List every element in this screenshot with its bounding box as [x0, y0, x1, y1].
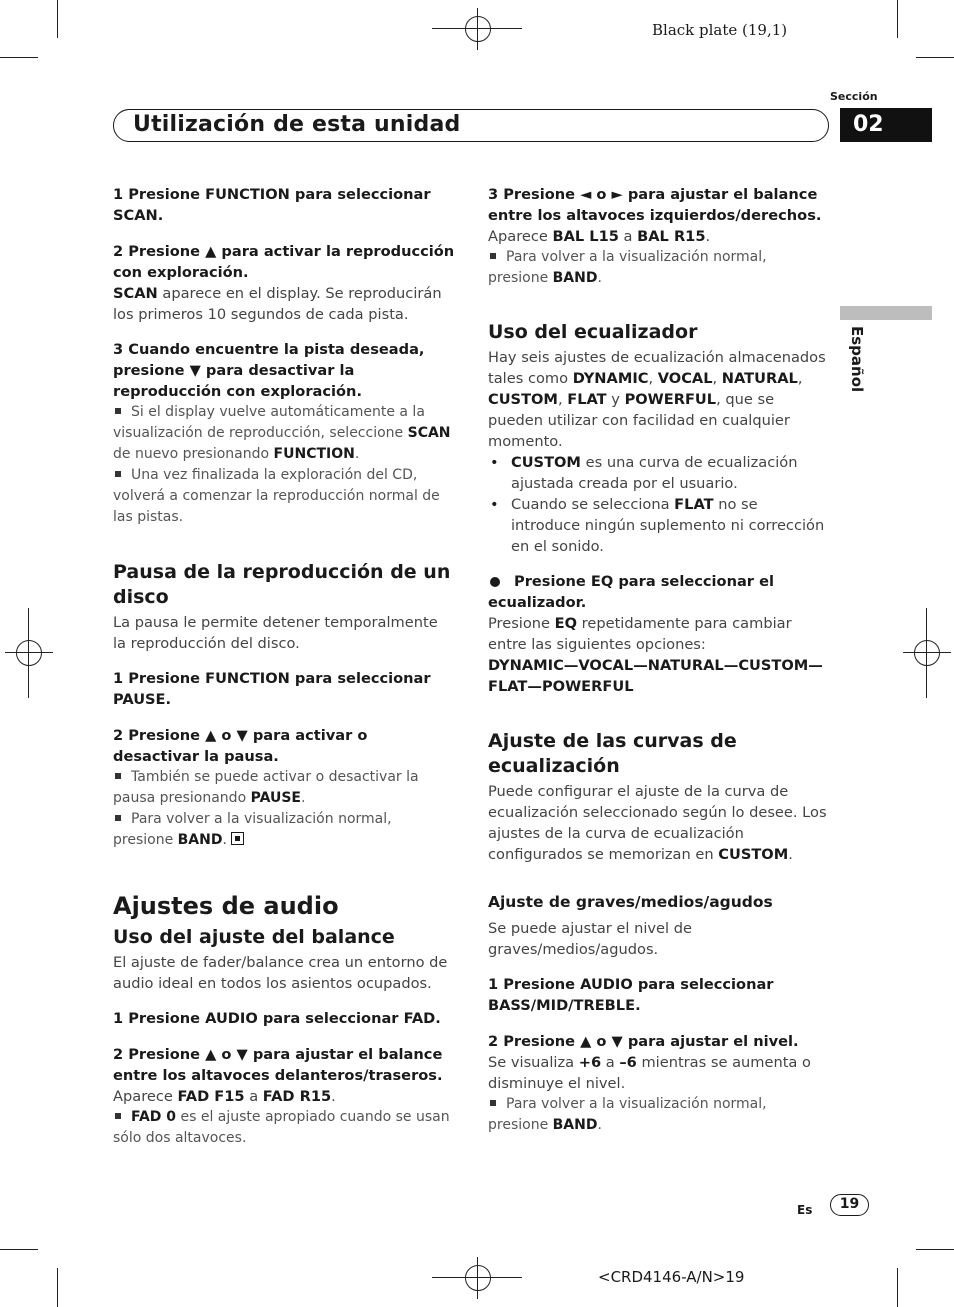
balance-intro: El ajuste de fader/balance crea un entorno de audio ideal en todos los asientos ocupados.: [113, 954, 448, 992]
crop-mark: [0, 1249, 38, 1250]
pause-step-2: 2 Presione ▲ o ▼ para activar o desactivar la pausa.: [113, 727, 368, 765]
footer-code: <CRD4146-A/N>19: [598, 1268, 745, 1286]
registration-mark: [16, 640, 42, 666]
right-column: [488, 184, 830, 1136]
scan-note-2: Una vez finalizada la exploración del CD, volverá a comenzar la reproducción normal de las pistas.: [113, 467, 440, 525]
scan-note-1: Si el display vuelve automáticamente a la visualización de reproducción, seleccione SCAN de nuevo presionando FUNCTION.: [113, 404, 451, 462]
registration-mark: [914, 640, 940, 666]
page-number: 19: [830, 1194, 869, 1216]
section-number: 02: [840, 108, 932, 142]
eq-sequence: DYNAMIC—VOCAL—NATURAL—CUSTOM—FLAT—POWERFUL: [488, 657, 823, 695]
scan-step-2-body: SCAN aparece en el display. Se reproducirán los primeros 10 segundos de cada pista.: [113, 285, 442, 323]
tone-note: Para volver a la visualización normal, presione BAND.: [488, 1096, 767, 1133]
balance-note: FAD 0 es el ajuste apropiado cuando se usan sólo dos altavoces.: [113, 1109, 450, 1146]
plate-label: Black plate (19,1): [652, 21, 788, 39]
tone-intro: Se puede ajustar el nivel de graves/medios/agudos.: [488, 920, 692, 958]
pause-note-1: También se puede activar o desactivar la pausa presionando PAUSE.: [113, 769, 419, 806]
pause-intro: La pausa le permite detener temporalmente la reproducción del disco.: [113, 614, 438, 652]
page-title: Utilización de esta unidad: [133, 112, 461, 137]
registration-mark: [465, 16, 491, 42]
section-label: Sección: [830, 90, 878, 103]
scan-step-2: 2 Presione ▲ para activar la reproducción con exploración.: [113, 243, 455, 281]
crop-mark: [57, 1268, 58, 1307]
scan-step-3: 3 Cuando encuentre la pista deseada, presione ▼ para desactivar la reproducción con exploración.: [113, 341, 425, 400]
tone-step-2: 2 Presione ▲ o ▼ para ajustar el nivel.: [488, 1033, 799, 1050]
lr-step-3: 3 Presione ◄ o ► para ajustar el balance entre los altavoces izquierdos/derechos.: [488, 186, 822, 224]
crop-mark: [897, 1268, 898, 1307]
footer-lang: Es: [797, 1203, 813, 1217]
pause-note-2: Para volver a la visualización normal, presione BAND.: [113, 811, 392, 848]
language-tab: [840, 306, 932, 320]
tone-heading: Ajuste de graves/medios/agudos: [488, 893, 773, 911]
eq-step: Presione EQ para seleccionar el ecualizador.: [488, 573, 774, 611]
crop-mark: [916, 57, 954, 58]
header-bar: [113, 109, 829, 142]
step-dot-icon: [490, 577, 500, 587]
balance-step-1: 1 Presione AUDIO para seleccionar FAD.: [113, 1010, 441, 1027]
crop-mark: [897, 0, 898, 38]
tone-step-1: 1 Presione AUDIO para seleccionar BASS/MID/TREBLE.: [488, 976, 774, 1014]
balance-step-2-body: Aparece FAD F15 a FAD R15.: [113, 1088, 336, 1105]
pause-heading: Pausa de la reproducción de un disco: [113, 561, 451, 608]
scan-step-1: 1 Presione FUNCTION para seleccionar SCAN.: [113, 186, 431, 224]
curve-intro: Puede configurar el ajuste de la curva de ecualización seleccionado según lo desee. Los ajustes de la curva de ecualización configurados se memorizan en CUSTOM.: [488, 783, 827, 863]
eq-step-body: Presione EQ repetidamente para cambiar entre las siguientes opciones:: [488, 615, 792, 653]
eq-intro: Hay seis ajustes de ecualización almacenados tales como DYNAMIC, VOCAL, NATURAL, CUSTOM, FLAT y POWERFUL, que se pueden utilizar con facilidad en cualquier momento.: [488, 349, 826, 450]
eq-heading: Uso del ecualizador: [488, 321, 698, 343]
crop-mark: [0, 57, 38, 58]
crop-mark: [916, 1249, 954, 1250]
lr-note: Para volver a la visualización normal, presione BAND.: [488, 249, 767, 286]
tone-step-2-body: Se visualiza +6 a –6 mientras se aumenta o disminuye el nivel.: [488, 1054, 811, 1092]
eq-bullet-1: • CUSTOM es una curva de ecualización ajustada creada por el usuario.: [488, 452, 830, 494]
registration-mark: [465, 1265, 491, 1291]
balance-heading: Uso del ajuste del balance: [113, 926, 395, 948]
eq-bullet-2: • Cuando se selecciona FLAT no se introduce ningún suplemento ni corrección en el sonido.: [488, 494, 830, 557]
curve-heading: Ajuste de las curvas de ecualización: [488, 730, 737, 777]
end-mark-icon: [231, 832, 244, 845]
language-label: Español: [848, 326, 866, 393]
left-column: [113, 184, 455, 1149]
balance-step-2: 2 Presione ▲ o ▼ para ajustar el balance entre los altavoces delanteros/traseros.: [113, 1046, 443, 1084]
crop-mark: [57, 0, 58, 38]
lr-step-3-body: Aparece BAL L15 a BAL R15.: [488, 228, 711, 245]
audio-heading: Ajustes de audio: [113, 892, 339, 920]
pause-step-1: 1 Presione FUNCTION para seleccionar PAUSE.: [113, 670, 431, 708]
